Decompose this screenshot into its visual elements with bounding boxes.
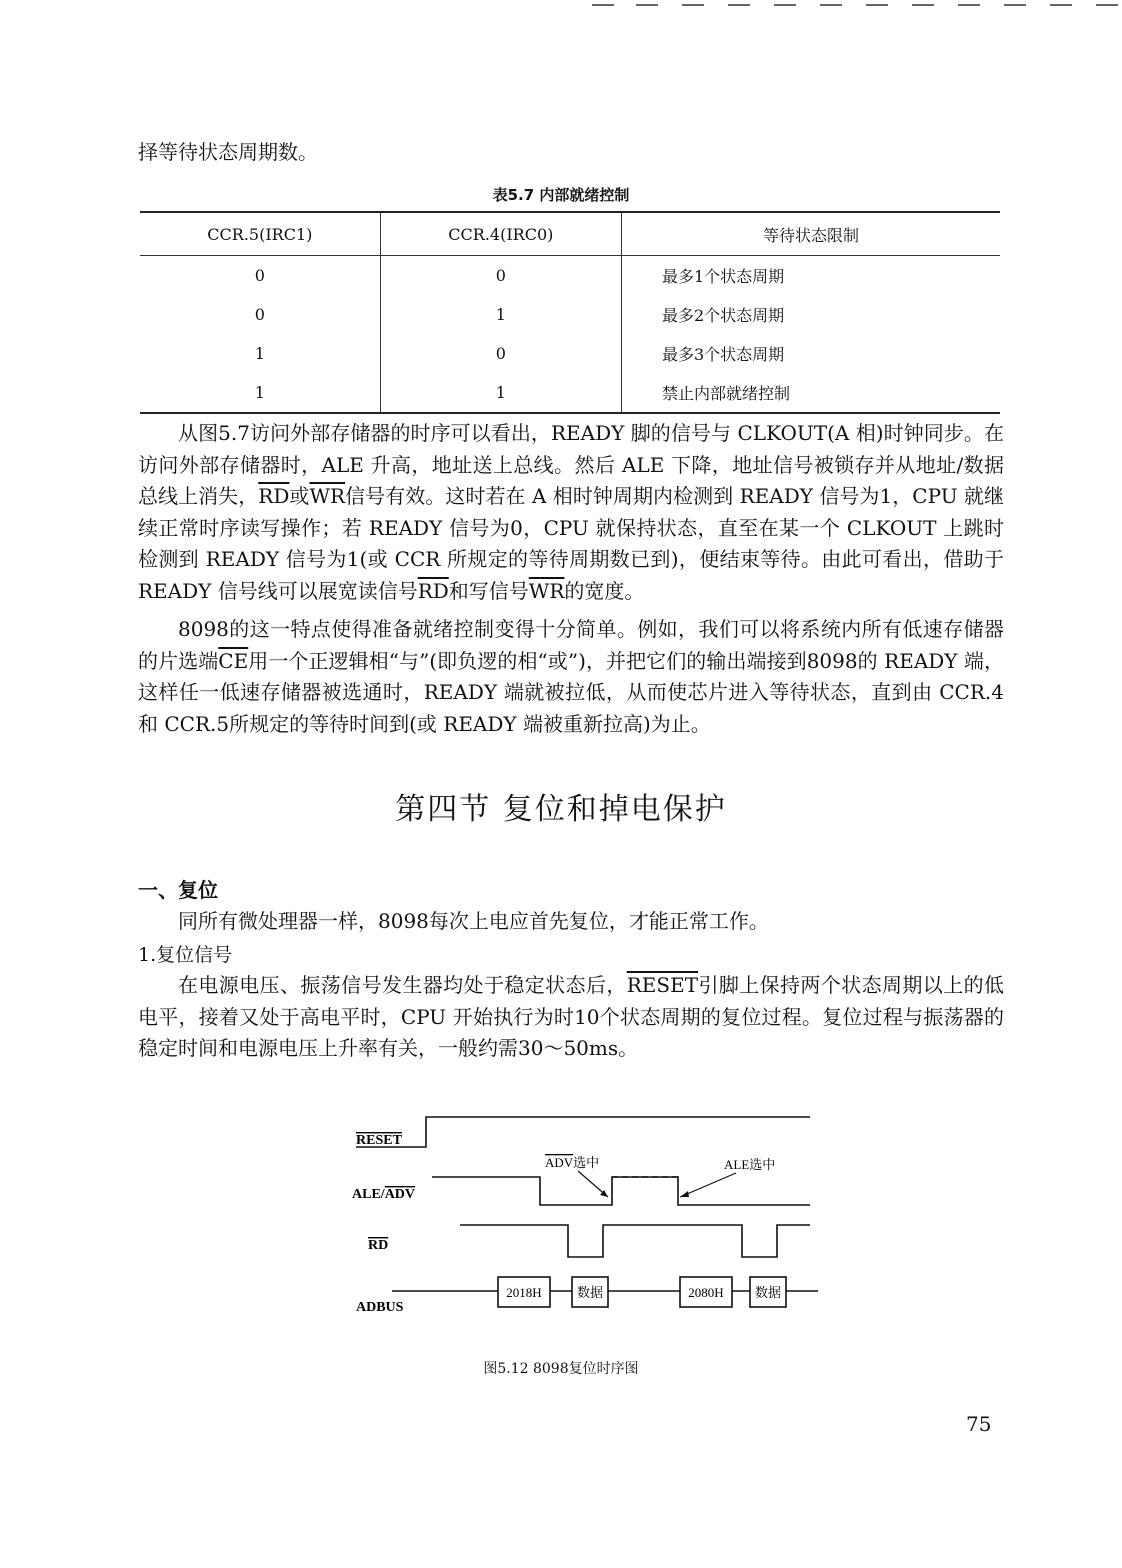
table-cell: 1 — [140, 373, 380, 413]
table-row — [140, 373, 1000, 413]
text-run: 8098的这一特点使得准备就绪控制变得十分简单。例如，我们可以将系统内所有低速存储器的片选端 — [138, 617, 1004, 673]
table-row — [140, 334, 1000, 373]
annotation-adv-select-adv: ADV — [545, 1155, 574, 1170]
signal-label-rd: RD — [368, 1238, 389, 1253]
annotation-ale-select: ALE选中 — [724, 1157, 776, 1172]
intro-line — [138, 137, 1004, 169]
reset-signal: RESET — [626, 973, 699, 997]
waveform-reset — [356, 1117, 810, 1147]
page-number: 75 — [966, 1412, 992, 1436]
text-run: 引脚上保持两个状态周期以上的低电平，接着又处于高电平时，CPU 开始执行为时10个状态周期的复位过程。复位过程与振荡器的稳定时间和电源电压上升率有关，一般约需30～50ms。 — [138, 973, 1005, 1060]
signal-label-adv: ADV — [384, 1187, 416, 1202]
signal-label-ale-prefix: ALE/ — [352, 1187, 385, 1202]
header-dash-rule — [590, 0, 1120, 14]
table-cell: 最多2个状态周期 — [622, 295, 1001, 334]
table-header-row — [140, 212, 1000, 256]
waveform-rd — [460, 1225, 810, 1257]
table-row — [140, 256, 1000, 296]
annotation-ale-arrow — [680, 1173, 736, 1197]
annotation-adv-select-suffix: 选中 — [573, 1155, 600, 1170]
table-header-ccr5: CCR.5(IRC1) — [140, 212, 380, 256]
item-title: 1.复位信号 — [138, 944, 233, 966]
section-title: 第四节 复位和掉电保护 — [395, 792, 727, 827]
signal-label-reset: RESET — [356, 1133, 402, 1148]
text-run: 信号有效。这时若在 A 相时钟周期内检测到 READY 信号为1，CPU 就继续正常时序读写操作；若 READY 信号为0，CPU 就保持状态，直至在某一个 CLKOUT 上跳时检测到 READY 信号为1(或 CCR 所规定的等待周期数已到)，便结束等待。由此可看出，借助于 READY 信号线可以展宽读信号 — [138, 484, 1005, 603]
text-run: 用一个正逻辑相“与”(即负逻的相“或”)，并把它们的输出端接到8098的 READY 端，这样任一低速存储器被选通时，READY 端就被拉低，从而使芯片进入等待状态，直到由 CCR.4和 CCR.5所规定的等待时间到(或 READY 端被重新拉高)为止。 — [138, 648, 1004, 736]
table-cell: 1 — [380, 373, 621, 413]
paragraph-reset-signal-text — [138, 970, 1004, 1065]
paragraph-reset-intro — [138, 906, 1004, 938]
subsection-title: 一、复位 — [138, 878, 218, 902]
intro-line-text: 择等待状态周期数。 — [138, 140, 318, 164]
signal-label-ale-adv — [352, 1187, 415, 1202]
paragraph-ready-control-text — [138, 614, 1004, 740]
paragraph-reset-signal — [138, 970, 1004, 1065]
text-run: 和写信号 — [448, 578, 529, 603]
text-run: 的宽度。 — [564, 578, 645, 603]
bus-box-data-label: 数据 — [754, 1285, 782, 1300]
table-cell: 0 — [254, 305, 265, 324]
paragraph-ready-timing-text — [138, 418, 1004, 607]
table-row — [140, 295, 1000, 334]
bus-box-address-label: 2080H — [688, 1285, 724, 1300]
paragraph-ready-control — [138, 614, 1004, 740]
figure-caption: 图5.12 8098复位时序图 — [483, 1361, 639, 1377]
bus-box-data-label: 数据 — [576, 1285, 604, 1300]
table-header-limit: 等待状态限制 — [622, 212, 1001, 256]
bus-box-address-label: 2018H — [506, 1285, 542, 1300]
ce-signal: $\overline{CE}$ — [218, 648, 249, 673]
ready-control-table — [140, 211, 1000, 414]
table-caption: 表5.7 内部就绪控制 — [492, 186, 630, 204]
text-run: 从图5.7访问外部存储器的时序可以看出，READY 脚的信号与 CLKOUT(A 相)时钟同步。在访问外部存储器时，ALE 升高，地址送上总线。然后 ALE 下降，地址信号被锁存并从地址/数据总线上消失， — [138, 421, 1004, 508]
paragraph-reset-intro-text: 同所有微处理器一样，8098每次上电应首先复位，才能正常工作。 — [178, 909, 769, 933]
text-run: 在电源电压、振荡信号发生器均处于稳定状态后， — [178, 973, 627, 997]
reset-timing-diagram — [340, 1105, 840, 1325]
rd-signal: $\overline{RD}$ — [258, 484, 290, 508]
table-cell: 0 — [380, 334, 621, 373]
annotation-adv-select — [545, 1155, 599, 1170]
table-cell: 1 — [380, 295, 621, 334]
signal-label-adbus: ADBUS — [356, 1300, 404, 1315]
waveform-ale-adv — [432, 1177, 810, 1205]
text-run: 或 — [289, 484, 310, 508]
annotation-ale-arrowhead — [680, 1191, 689, 1197]
table-cell: 最多1个状态周期 — [622, 256, 1001, 296]
paragraph-ready-timing — [138, 418, 1004, 607]
rd-signal: $\overline{RD}$ — [417, 578, 449, 603]
wr-signal: $\overline{WR}$ — [528, 578, 565, 603]
table-cell: 0 — [254, 266, 265, 285]
table-cell: 0 — [380, 256, 621, 296]
wr-signal: $\overline{WR}$ — [309, 484, 346, 508]
table-cell: 最多3个状态周期 — [622, 334, 1001, 373]
table-cell: 禁止内部就绪控制 — [622, 373, 1001, 413]
table-header-ccr4: CCR.4(IRC0) — [380, 212, 621, 256]
table-cell: 1 — [254, 344, 265, 363]
